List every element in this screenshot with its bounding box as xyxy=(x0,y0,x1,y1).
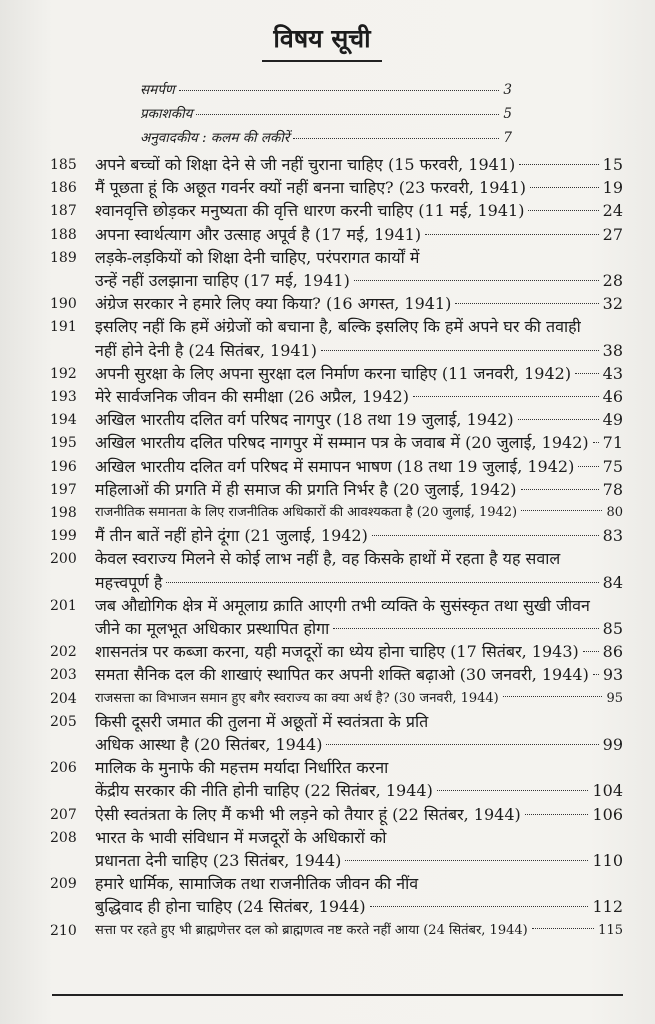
front-matter-item xyxy=(140,80,512,98)
dot-leader xyxy=(321,350,599,351)
entry-title: जीने का मूलभूत अधिकार प्रस्थापित होगा xyxy=(95,619,330,638)
dot-leader xyxy=(532,928,594,929)
entry-page: 112 xyxy=(592,897,623,917)
entry-page: 49 xyxy=(602,410,623,430)
entry-line xyxy=(95,595,623,617)
entry-title: मैं पूछता हूं कि अछूत गवर्नर क्यों नहीं बनना चाहिए? (23 फरवरी, 1941) xyxy=(95,178,527,198)
entry-line xyxy=(95,456,623,478)
entry-line xyxy=(95,270,623,292)
bottom-rule xyxy=(52,994,623,996)
entry-page: 46 xyxy=(602,387,623,406)
entry-number: 185 xyxy=(50,157,77,173)
dot-leader xyxy=(425,234,599,235)
dot-leader xyxy=(575,373,599,374)
entry-line xyxy=(95,688,623,710)
entry-page: 75 xyxy=(602,456,623,476)
entry-line xyxy=(95,896,623,918)
entry-number: 198 xyxy=(50,505,77,521)
entry-page: 24 xyxy=(602,201,623,221)
front-matter-page: 7 xyxy=(503,130,512,146)
title-box xyxy=(262,18,382,62)
dot-leader xyxy=(370,906,589,907)
dot-leader xyxy=(519,164,598,165)
dot-leader xyxy=(528,210,598,211)
entry-line xyxy=(95,827,623,849)
entry-title: समता सैनिक दल की शाखाएं स्थापित कर अपनी शक्ति बढ़ाओ (30 जनवरी, 1944) xyxy=(95,665,589,685)
entry-line xyxy=(95,618,623,640)
entry-title: सत्ता पर रहते हुए भी ब्राह्मणेत्तर दल को ब्राह्मणत्व नष्ट करते नहीं आया (24 सितंबर, 1944) xyxy=(95,922,528,938)
entry-line xyxy=(95,177,623,199)
entry-page: 115 xyxy=(598,922,623,938)
entry-line xyxy=(95,850,623,872)
entry-title: अपनी सुरक्षा के लिए अपना सुरक्षा दल निर्माण करना चाहिए (11 जनवरी, 1942) xyxy=(95,363,572,383)
dot-leader xyxy=(437,790,589,791)
entry-page: 85 xyxy=(602,619,623,638)
entry-title: अपना स्वार्थत्याग और उत्साह अपूर्व है (17 मई, 1941) xyxy=(95,224,422,244)
dot-leader xyxy=(593,442,599,443)
entry-number: 201 xyxy=(50,597,77,614)
entry-title: अखिल भारतीय दलित वर्ग परिषद नागपुर (18 तथा 19 जुलाई, 1942) xyxy=(95,410,514,430)
dot-leader xyxy=(521,510,602,511)
entry-title: राजसत्ता का विभाजन समान हुए बगैर स्वराज्य का क्या अर्थ है? (30 जनवरी, 1944) xyxy=(95,690,499,706)
dot-leader xyxy=(196,114,499,115)
dot-leader xyxy=(593,674,599,675)
entry-title: बुद्धिवाद ही होना चाहिए (24 सितंबर, 1944) xyxy=(95,897,366,917)
entry-number: 187 xyxy=(50,203,77,220)
dot-leader xyxy=(503,696,603,697)
entry-page: 84 xyxy=(602,572,623,592)
entry-line xyxy=(95,664,623,686)
entry-number: 190 xyxy=(50,296,77,313)
entry-number: 194 xyxy=(50,412,77,429)
entry-title: अखिल भारतीय दलित वर्ग परिषद में समापन भाषण (18 तथा 19 जुलाई, 1942) xyxy=(95,456,575,476)
entry-number: 203 xyxy=(50,667,77,684)
entry-title: शासनतंत्र पर कब्जा करना, यही मजदूरों का ध्येय होना चाहिए (17 सितंबर, 1943) xyxy=(95,642,579,662)
front-matter-page: 3 xyxy=(503,82,512,98)
entry-number: 209 xyxy=(50,876,77,893)
front-matter-item xyxy=(140,128,512,146)
page-title: विषय सूची xyxy=(273,24,371,53)
entry-page: 110 xyxy=(592,851,623,870)
front-matter-label: प्रकाशकीय xyxy=(140,106,193,122)
entry-title: मैं तीन बातें नहीं होने दूंगा (21 जुलाई, 1942) xyxy=(95,526,368,546)
entry-number: 208 xyxy=(50,829,77,846)
entry-number: 195 xyxy=(50,435,77,452)
entry-title: राजनीतिक समानता के लिए राजनीतिक अधिकारों की आवश्यकता है (20 जुलाई, 1942) xyxy=(95,505,518,520)
entry-title: नहीं होने देनी है (24 सितंबर, 1941) xyxy=(95,340,317,360)
dot-leader xyxy=(578,466,598,467)
entry-line xyxy=(95,804,623,826)
dot-leader xyxy=(333,628,598,629)
entry-line xyxy=(95,757,623,779)
entry-line xyxy=(95,154,623,176)
entry-page: 93 xyxy=(602,665,624,685)
entry-page: 86 xyxy=(602,642,623,662)
entry-number: 206 xyxy=(50,760,77,777)
dot-leader xyxy=(345,860,588,861)
dot-leader xyxy=(179,90,500,91)
dot-leader xyxy=(518,419,599,420)
entry-title: किसी दूसरी जमात की तुलना में अछूतों में स्वतंत्रता के प्रति xyxy=(95,711,429,731)
entry-line xyxy=(95,247,623,269)
entry-title: अंग्रेज सरकार ने हमारे लिए क्या किया? (16 अगस्त, 1941) xyxy=(95,294,452,314)
entry-line xyxy=(95,479,623,501)
entry-title: महिलाओं की प्रगति में ही समाज की प्रगति निर्भर है (20 जुलाई, 1942) xyxy=(95,479,517,499)
entry-title: हमारे धार्मिक, सामाजिक तथा राजनीतिक जीवन की नींव xyxy=(95,874,419,894)
entry-number: 205 xyxy=(50,713,77,730)
entry-title: ऐसी स्वतंत्रता के लिए मैं कभी भी लड़ने को तैयार हूं (22 सितंबर, 1944) xyxy=(95,804,521,824)
entry-number: 192 xyxy=(50,365,77,382)
entry-title: अधिक आस्था है (20 सितंबर, 1944) xyxy=(95,735,323,754)
entry-page: 15 xyxy=(602,155,623,174)
entry-title: महत्त्वपूर्ण है xyxy=(95,572,163,592)
dot-leader xyxy=(413,396,599,397)
entry-page: 83 xyxy=(602,526,623,546)
front-matter-item xyxy=(140,104,512,122)
dot-leader xyxy=(455,303,598,304)
entry-number: 186 xyxy=(50,180,77,197)
entry-title: जब औद्योगिक क्षेत्र में अमूलाग्र क्राति आएगी तभी व्यक्ति के सुसंस्कृत तथा सुखी जीवन xyxy=(95,595,590,615)
entry-line xyxy=(95,548,623,570)
dot-leader xyxy=(521,489,599,490)
entry-page: 27 xyxy=(602,224,623,244)
front-matter-page: 5 xyxy=(503,106,512,122)
entry-title: श्वानवृत्ति छोड़कर मनुष्यता की वृत्ति धारण करनी चाहिए (11 मई, 1941) xyxy=(95,201,525,221)
entry-number: 210 xyxy=(50,922,77,939)
entry-page: 71 xyxy=(602,433,624,453)
entry-title: मालिक के मुनाफे की महत्तम मर्यादा निर्धारित करना xyxy=(95,758,389,778)
entry-line xyxy=(95,293,623,315)
entry-number: 202 xyxy=(50,644,77,661)
entry-number: 189 xyxy=(50,249,77,266)
entry-title: लड़के-लड़कियों को शिक्षा देनी चाहिए, परंपरागत कार्यों में xyxy=(95,247,420,267)
dot-leader xyxy=(525,814,589,815)
dot-leader xyxy=(293,138,499,139)
front-matter-label: समर्पण xyxy=(140,82,175,98)
front-matter-label: अनुवादकीय : कलम की लकीरें xyxy=(140,130,290,146)
entry-line xyxy=(95,200,623,222)
entry-title: प्रधानता देनी चाहिए (23 सितंबर, 1944) xyxy=(95,851,342,870)
entry-page: 38 xyxy=(602,340,623,360)
entry-line xyxy=(95,502,623,524)
entry-number: 188 xyxy=(50,226,77,243)
dot-leader xyxy=(326,744,598,745)
entry-title: इसलिए नहीं कि हमें अंग्रेजों को बचाना है, बल्कि इसलिए कि हमें अपने घर की तवाही xyxy=(95,317,581,337)
entry-number: 199 xyxy=(50,528,77,545)
entry-page: 43 xyxy=(602,363,623,383)
dot-leader xyxy=(583,651,599,652)
entry-page: 80 xyxy=(606,505,623,520)
entry-page: 19 xyxy=(602,178,623,198)
entry-page: 106 xyxy=(592,804,623,824)
entry-page: 78 xyxy=(602,479,623,499)
entry-number: 196 xyxy=(50,458,77,475)
entry-page: 95 xyxy=(606,690,623,706)
entry-line xyxy=(95,780,623,802)
dot-leader xyxy=(354,280,599,281)
entry-line xyxy=(95,734,623,756)
entry-line xyxy=(95,525,623,547)
entry-number: 204 xyxy=(50,690,77,707)
entry-line xyxy=(95,363,623,385)
entry-line xyxy=(95,409,623,431)
entry-number: 191 xyxy=(50,319,77,336)
dot-leader xyxy=(166,582,598,583)
entry-line xyxy=(95,641,623,663)
entry-line xyxy=(95,316,623,338)
entry-line xyxy=(95,572,623,594)
entry-number: 197 xyxy=(50,481,77,498)
entry-line xyxy=(95,340,623,362)
entry-page: 99 xyxy=(602,735,623,754)
entry-title: अखिल भारतीय दलित परिषद नागपुर में सम्मान पत्र के जवाब में (20 जुलाई, 1942) xyxy=(95,433,589,453)
entry-title: उन्हें नहीं उलझाना चाहिए (17 मई, 1941) xyxy=(95,271,350,290)
entry-title: केंद्रीय सरकार की नीति होनी चाहिए (22 सितंबर, 1944) xyxy=(95,781,433,801)
entry-line xyxy=(95,920,623,942)
entry-line xyxy=(95,432,623,454)
entry-title: अपने बच्चों को शिक्षा देने से जी नहीं चुराना चाहिए (15 फरवरी, 1941) xyxy=(95,155,516,174)
entry-line xyxy=(95,711,623,733)
dot-leader xyxy=(530,187,599,188)
entry-title: भारत के भावी संविधान में मजदूरों के अधिकारों को xyxy=(95,827,387,847)
entry-line xyxy=(95,224,623,246)
dot-leader xyxy=(372,535,599,536)
entry-page: 28 xyxy=(602,271,623,290)
entry-number: 200 xyxy=(50,551,77,568)
entry-title: मेरे सार्वजनिक जीवन की समीक्षा (26 अप्रैल, 1942) xyxy=(95,387,409,406)
entry-line xyxy=(95,386,623,408)
entry-page: 104 xyxy=(592,781,623,801)
entry-number: 207 xyxy=(50,806,77,823)
entry-line xyxy=(95,873,623,895)
entry-title: केवल स्वराज्य मिलने से कोई लाभ नहीं है, वह किसके हाथों में रहता है यह सवाल xyxy=(95,549,561,569)
entry-number: 193 xyxy=(50,389,77,405)
entry-page: 32 xyxy=(602,294,623,314)
